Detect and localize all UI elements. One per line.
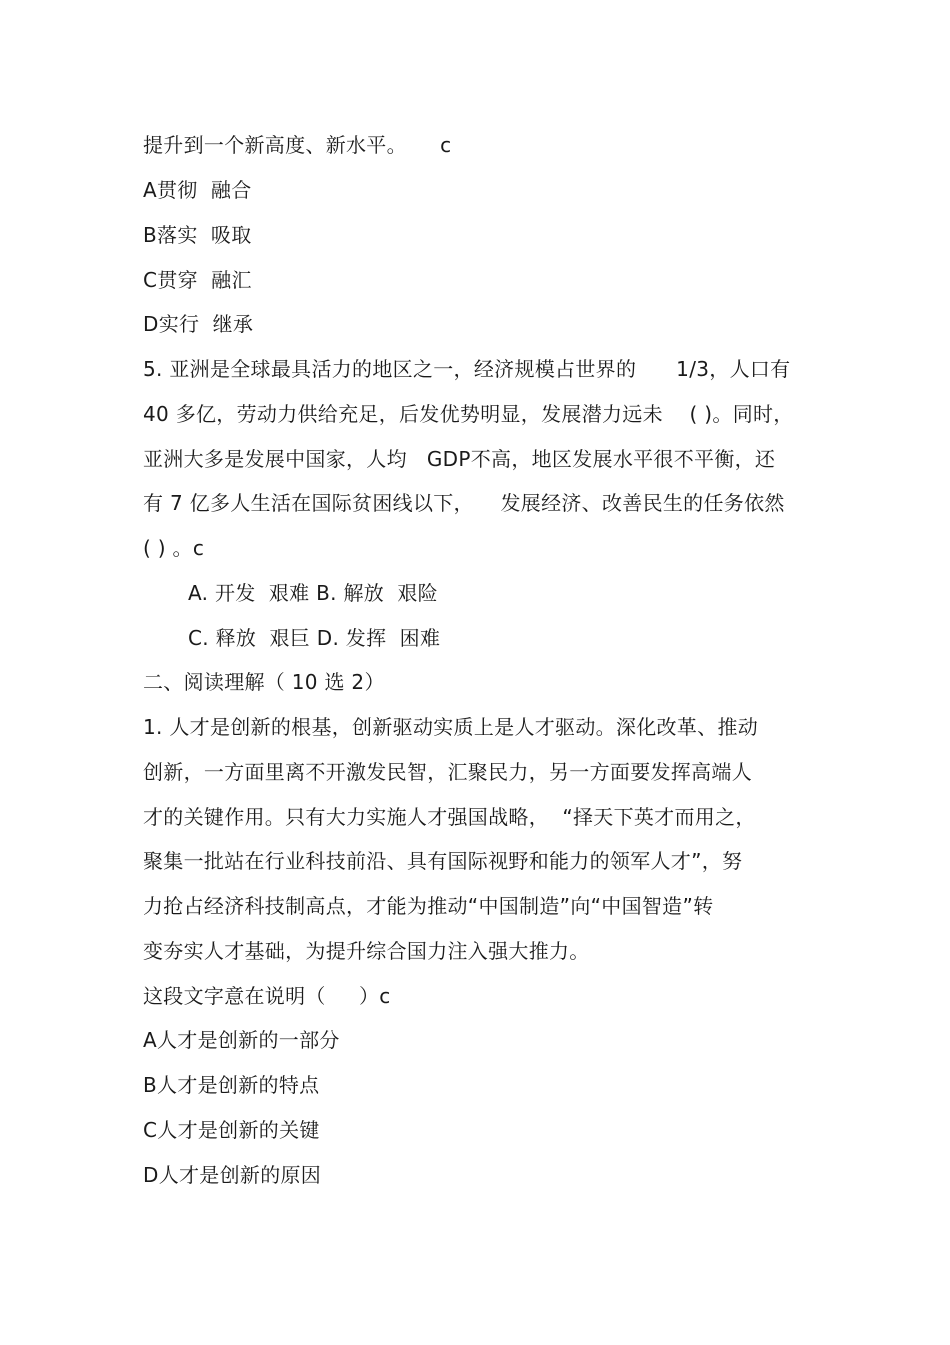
question-4-option-b: B落实 吸取 <box>143 223 252 247</box>
question-4-option-a: A贯彻 融合 <box>143 178 252 202</box>
reading-passage-line-6: 变夯实人才基础，为提升综合国力注入强大推力。 <box>143 939 590 963</box>
question-5-stem-line-1: 5. 亚洲是全球最具活力的地区之一，经济规模占世界的 1/3，人口有 <box>143 357 791 381</box>
reading-passage-line-1: 1. 人才是创新的根基，创新驱动实质上是人才驱动。深化改革、推动 <box>143 715 759 739</box>
reading-option-a: A人才是创新的一部分 <box>143 1028 340 1052</box>
section-heading: 二、阅读理解（ 10 选 2） <box>143 670 385 694</box>
question-5-options-ab: A. 开发 艰难 B. 解放 艰险 <box>188 581 438 605</box>
reading-option-b: B人才是创新的特点 <box>143 1073 320 1097</box>
question-5-stem-line-4: 有 7 亿多人生活在国际贫困线以下， 发展经济、改善民生的任务依然 <box>143 491 785 515</box>
reading-question: 这段文字意在说明（ ）c <box>143 984 391 1008</box>
question-5-stem-line-5: ( ) 。c <box>143 536 205 560</box>
question-4-stem-end: 提升到一个新高度、新水平。 c <box>143 133 452 157</box>
question-5-options-cd: C. 释放 艰巨 D. 发挥 困难 <box>188 626 441 650</box>
question-4-option-d: D实行 继承 <box>143 312 254 336</box>
reading-passage-line-2: 创新，一方面里离不开激发民智，汇聚民力，另一方面要发挥高端人 <box>143 760 752 784</box>
question-4-option-c: C贯穿 融汇 <box>143 268 252 292</box>
reading-option-c: C人才是创新的关键 <box>143 1118 320 1142</box>
reading-passage-line-5: 力抢占经济科技制高点，才能为推动“中国制造”向“中国智造”转 <box>143 894 714 918</box>
reading-passage-line-3: 才的关键作用。只有大力实施人才强国战略， “择天下英才而用之， <box>143 805 756 829</box>
reading-option-d: D人才是创新的原因 <box>143 1163 322 1187</box>
question-5-stem-line-3: 亚洲大多是发展中国家，人均 GDP不高，地区发展水平很不平衡，还 <box>143 447 776 471</box>
reading-passage-line-4: 聚集一批站在行业科技前沿、具有国际视野和能力的领军人才”，努 <box>143 849 743 873</box>
question-5-stem-line-2: 40 多亿，劳动力供给充足，后发优势明显，发展潜力远未 ( )。同时， <box>143 402 794 426</box>
